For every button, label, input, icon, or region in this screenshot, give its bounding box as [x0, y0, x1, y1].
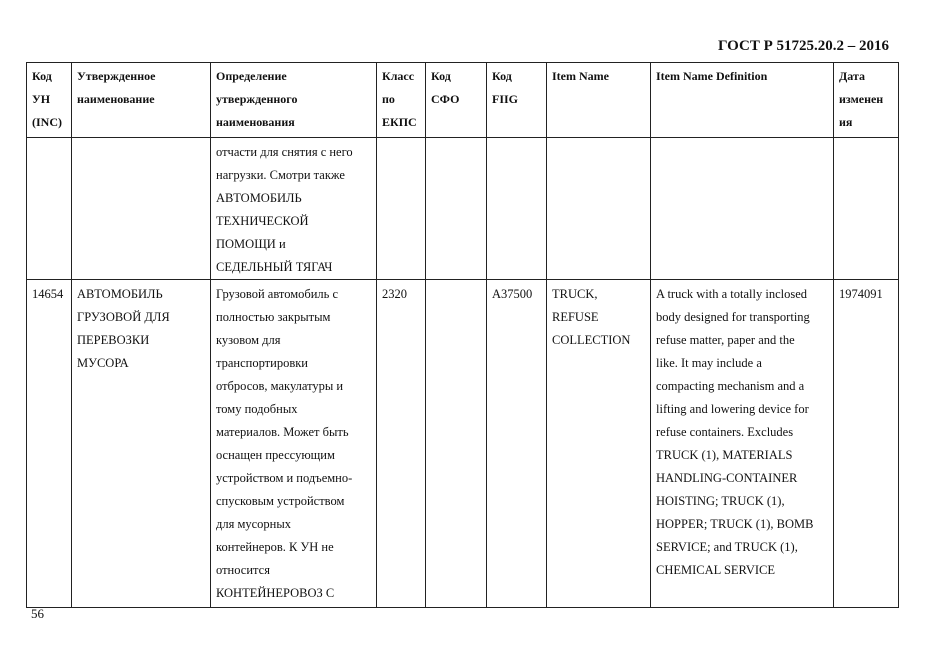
cell-item-name — [547, 138, 651, 280]
cell-item-definition — [651, 138, 834, 280]
cell-approved-name — [72, 138, 211, 280]
table-row — [27, 138, 899, 280]
header-approved-name: Утвержденное наименование — [72, 63, 211, 138]
cell-approved-name: АВТОМОБИЛЬ ГРУЗОВОЙ ДЛЯ ПЕРЕВОЗКИ МУСОРА — [72, 280, 211, 608]
header-change-date: Дата изменен ия — [834, 63, 899, 138]
cell-definition: отчасти для снятия с него нагрузки. Смотри также АВТОМОБИЛЬ ТЕХНИЧЕСКОЙ ПОМОЩИ и СЕДЕЛЬНЫЙ ТЯГАЧ — [211, 138, 377, 280]
header-class: Класс по ЕКПС — [377, 63, 426, 138]
cell-class — [377, 138, 426, 280]
table-row — [27, 280, 899, 608]
cell-item-definition: A truck with a totally inclosed body designed for transporting refuse matter, paper and the like. It may include a compacting mechanism and a lifting and lowering device for refuse containers. Excludes TRUCK (1), MATERIALS HANDLING-CONTAINER HOISTING; TRUCK (1), HOPPER; TRUCK (1), BOMB SERVICE; and TRUCK (1), CHEMICAL SERVICE — [651, 280, 834, 608]
nomenclature-table — [26, 62, 899, 608]
cell-change-date — [834, 138, 899, 280]
page-number: 56 — [31, 606, 44, 621]
cell-definition: Грузовой автомобиль с полностью закрытым кузовом для транспортировки отбросов, макулатуры и тому подобных материалов. Может быть оснащен прессующим устройством и подъемно- спусковым устройством для мусорных контейнеров. К УН не относится КОНТЕЙНЕРОВОЗ С — [211, 280, 377, 608]
cell-inc: 14654 — [27, 280, 72, 608]
cell-item-name: TRUCK, REFUSE COLLECTION — [547, 280, 651, 608]
header-definition: Определение утвержденного наименования — [211, 63, 377, 138]
header-item-definition: Item Name Definition — [651, 63, 834, 138]
header-fiig-code: Код FIIG — [487, 63, 547, 138]
table-header-row — [27, 63, 899, 138]
cell-sfo-code — [426, 138, 487, 280]
header-sfo-code: Код СФО — [426, 63, 487, 138]
cell-fiig-code — [487, 138, 547, 280]
cell-fiig-code: A37500 — [487, 280, 547, 608]
header-item-name: Item Name — [547, 63, 651, 138]
cell-class: 2320 — [377, 280, 426, 608]
cell-sfo-code — [426, 280, 487, 608]
header-inc: Код УН (INC) — [27, 63, 72, 138]
standard-code: ГОСТ Р 51725.20.2 – 2016 — [717, 38, 889, 54]
cell-change-date: 1974091 — [834, 280, 899, 608]
cell-inc — [27, 138, 72, 280]
